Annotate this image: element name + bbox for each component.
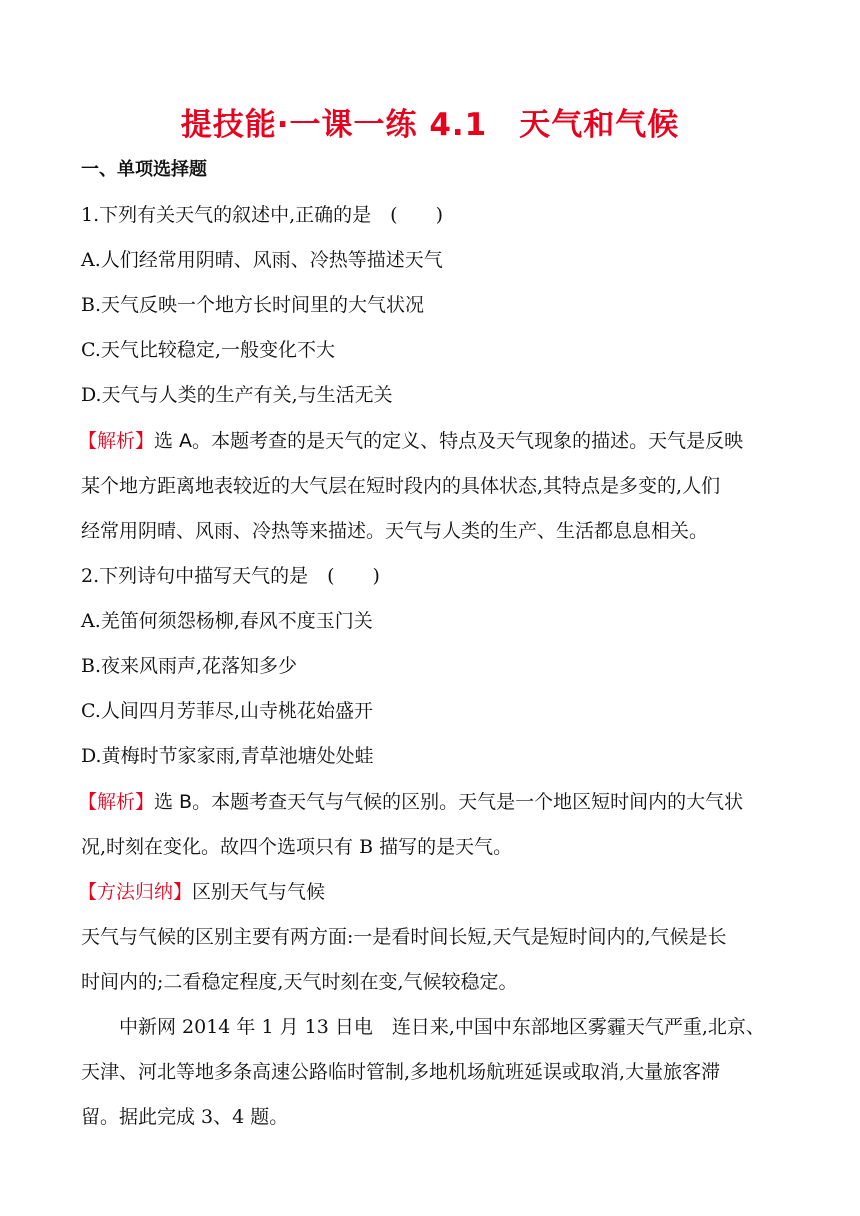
question-1-analysis-line-3: 经常用阴晴、风雨、冷热等来描述。天气与人类的生产、生活都息息相关。 [81,520,709,542]
passage-line-3: 留。据此完成 3、4 题。 [81,1106,289,1128]
question-1-option-d: D.天气与人类的生产有关,与生活无关 [81,384,393,406]
passage-line-1: 中新网 2014 年 1 月 13 日电 连日来,中国中东部地区雾霾天气严重,北京、 [119,1016,765,1038]
analysis-tag: 【解析】 [78,791,155,813]
page-title: 提技能·一课一练 4.1 天气和气候 [180,107,680,143]
method-title: 区别天气与气候 [192,881,326,903]
question-2-option-d: D.黄梅时节家家雨,青草池塘处处蛙 [81,745,374,767]
question-1-stem: 1.下列有关天气的叙述中,正确的是 ( ) [81,204,443,226]
section-heading: 一、单项选择题 [81,159,207,180]
question-1-analysis-line-2: 某个地方距离地表较近的大气层在短时段内的具体状态,其特点是多变的,人们 [81,475,721,497]
question-1-option-a: A.人们经常用阴晴、风雨、冷热等描述天气 [81,249,443,271]
question-1-option-b: B.天气反映一个地方长时间里的大气状况 [81,294,425,316]
question-2-stem: 2.下列诗句中描写天气的是 ( ) [81,565,380,587]
analysis-choice: 选 B。 [154,791,212,813]
analysis-tag: 【解析】 [78,430,155,452]
question-2-option-a: A.羌笛何须怨杨柳,春风不度玉门关 [81,610,373,632]
question-1-option-c: C.天气比较稳定,一般变化不大 [81,339,335,361]
method-summary-line-2: 时间内的;二看稳定程度,天气时刻在变,气候较稳定。 [81,971,518,993]
question-2-option-c: C.人间四月芳菲尽,山寺桃花始盛开 [81,700,373,722]
analysis-text: 本题考查的是天气的定义、特点及天气现象的描述。天气是反映 [211,430,744,452]
method-summary-line-1: 天气与气候的区别主要有两方面:一是看时间长短,天气是短时间内的,气候是长 [81,926,727,948]
question-2-option-b: B.夜来风雨声,花落知多少 [81,655,298,677]
question-2-analysis [78,787,790,817]
question-2-analysis-line-2: 况,时刻在变化。故四个选项只有 B 描写的是天气。 [81,836,513,858]
analysis-choice: 选 A。 [154,430,212,452]
passage-line-2: 天津、河北等地多条高速公路临时管制,多地机场航班延误或取消,大量旅客滞 [81,1061,721,1083]
method-tag: 【方法归纳】 [78,881,193,903]
question-1-analysis [78,426,790,456]
analysis-text: 本题考查天气与气候的区别。天气是一个地区短时间内的大气状 [211,791,744,813]
method-summary-heading [78,877,790,907]
